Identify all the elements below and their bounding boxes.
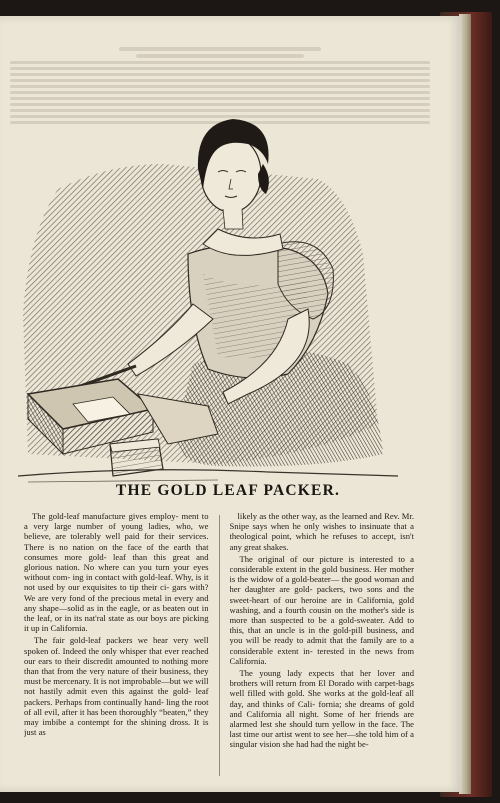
text-column-left bbox=[24, 511, 209, 776]
paragraph: The young lady expects that her lover and brothers will return from El Dorado with carpet-bags well filled with gold. She works at the gold-leaf all day, and thinks of Cali- fornia; she dreams of gold and California all night. Some of her friends are alarmed lest she should turn yellow in the face. The last time our artist went to see her—she told him of a singular vision she had had the night be- bbox=[229, 668, 414, 750]
paragraph: The gold-leaf manufacture gives employ- ment to a very large number of young ladies, who, we believe, are tolerably well paid for their services. There is no nation on the face of the earth that consumes more gold- leaf than this great and glorious nation. No where can you turn your eyes without com- ing in contact with gold-leaf. Why, is it not used by our exquisites to tip their ci- gars with? We are very fond of the precious metal in every and any shape—solid as in the eagle, or as beaten out in the leaf, or in its nat'ral state as our boys are picking it up in California. bbox=[24, 511, 209, 634]
paragraph: likely as the other way, as the learned and Rev. Mr. Snipe says when he only wishes to insinuate that a theological point, which he refuses to accept, isn't any great shakes. bbox=[229, 511, 414, 552]
article-body bbox=[24, 511, 414, 776]
woodcut-illustration bbox=[18, 94, 398, 494]
book-page bbox=[0, 16, 462, 792]
paragraph: The fair gold-leaf packers we hear very well spoken of. Indeed the only whisper that ever reached our ears to their discredit amounted to nothing more than that from the very nature of their business, they must be mercenary. It is not improbable—but we will not hastily admit even this against the gold- leaf packers. Perhaps from continually hand- ling the root of all evil, after it has been thoroughly “beaten,” they may imbibe a contempt for the shining dross. It is just as bbox=[24, 635, 209, 738]
column-divider bbox=[219, 515, 220, 776]
text-column-right bbox=[230, 511, 415, 776]
paragraph: The original of our picture is interested to a considerable extent in the gold business. Her mother is the widow of a gold-beater— the good woman and her daughter are gold- packers, two sons and the sweet-heart of our heroine are in California, gold washing, and a fourth cousin on the mother's side is more than suspected to be a gold-sweater. Add to this, that an uncle is in the gold-pill business, and you will be ready to admit that the family are to a considerable extent in- terested in the news from California. bbox=[229, 553, 414, 666]
article-title: THE GOLD LEAF PACKER. bbox=[115, 482, 341, 499]
